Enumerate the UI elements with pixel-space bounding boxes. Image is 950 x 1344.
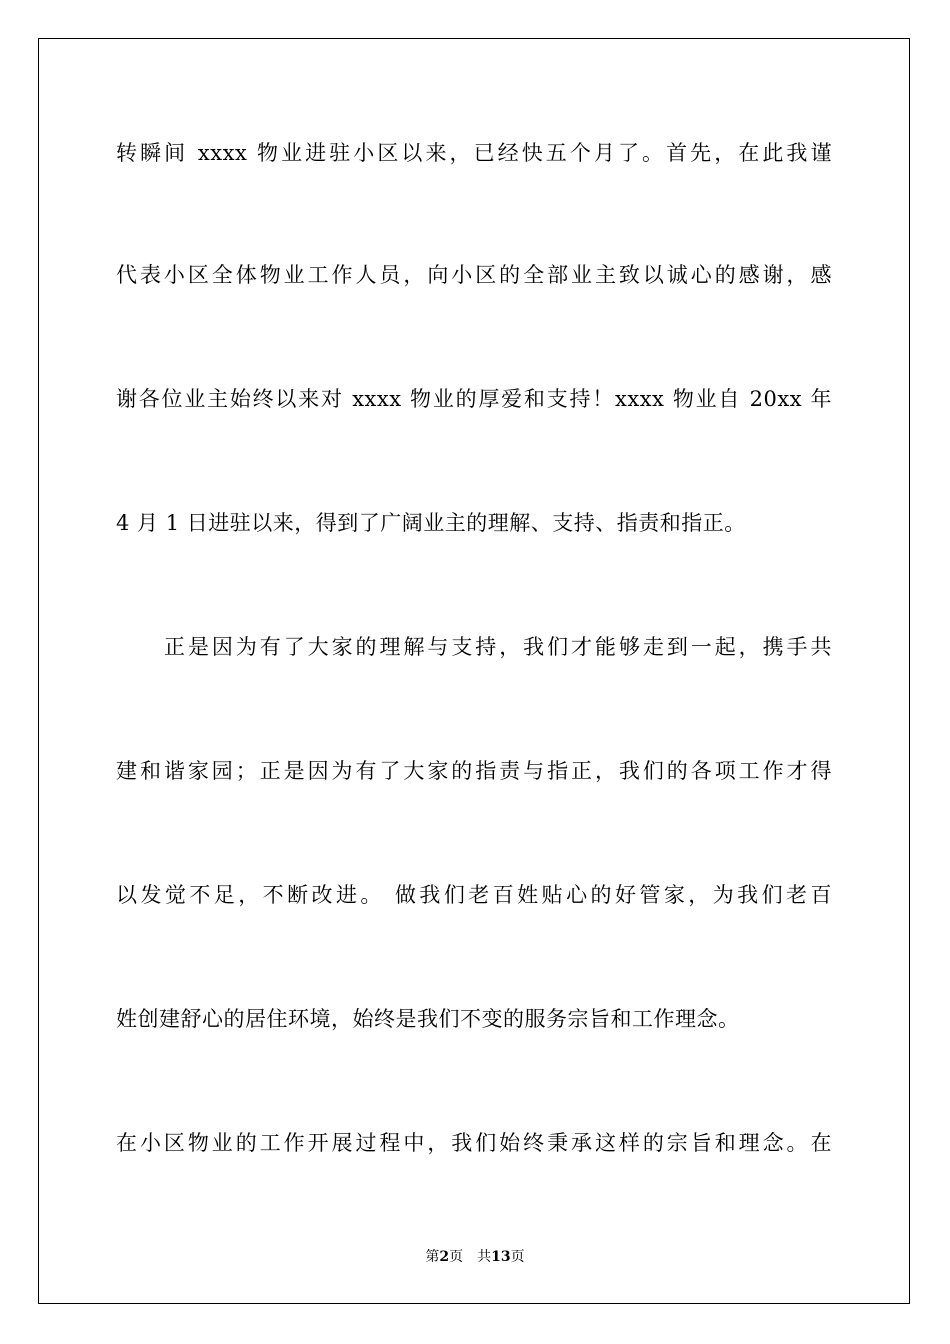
body-line-5: 正是因为有了大家的理解与支持，我们才能够走到一起，携手共 (164, 635, 832, 659)
body-line-9: 在小区物业的工作开展过程中，我们始终秉承这样的宗旨和理念。在 (116, 1131, 832, 1155)
body-line-6: 建和谐家园；正是因为有了大家的指责与指正，我们的各项工作才得 (116, 759, 832, 783)
page-suffix: 页 (449, 1249, 464, 1265)
body-line-7: 以发觉不足，不断改进。 做我们老百姓贴心的好管家，为我们老百 (116, 883, 832, 907)
body-line-8: 姓创建舒心的居住环境，始终是我们不变的服务宗旨和工作理念。 (116, 1007, 740, 1031)
body-line-2: 代表小区全体物业工作人员，向小区的全部业主致以诚心的感谢，感 (116, 263, 832, 287)
page-footer (0, 1248, 950, 1266)
total-suffix: 页 (510, 1249, 525, 1265)
total-pages: 13 (491, 1249, 511, 1265)
page-prefix: 第 (425, 1249, 440, 1265)
body-line-3: 谢各位业主始终以来对 xxxx 物业的厚爱和支持！xxxx 物业自 20xx 年 (116, 387, 832, 411)
page-border (38, 38, 910, 1304)
body-line-1: 转瞬间 xxxx 物业进驻小区以来，已经快五个月了。首先，在此我谨 (116, 141, 832, 165)
page-number: 2 (439, 1249, 450, 1265)
body-line-4: 4 月 1 日进驻以来，得到了广阔业主的理解、支持、指责和指正。 (116, 511, 746, 535)
total-prefix: 共 (477, 1249, 492, 1265)
